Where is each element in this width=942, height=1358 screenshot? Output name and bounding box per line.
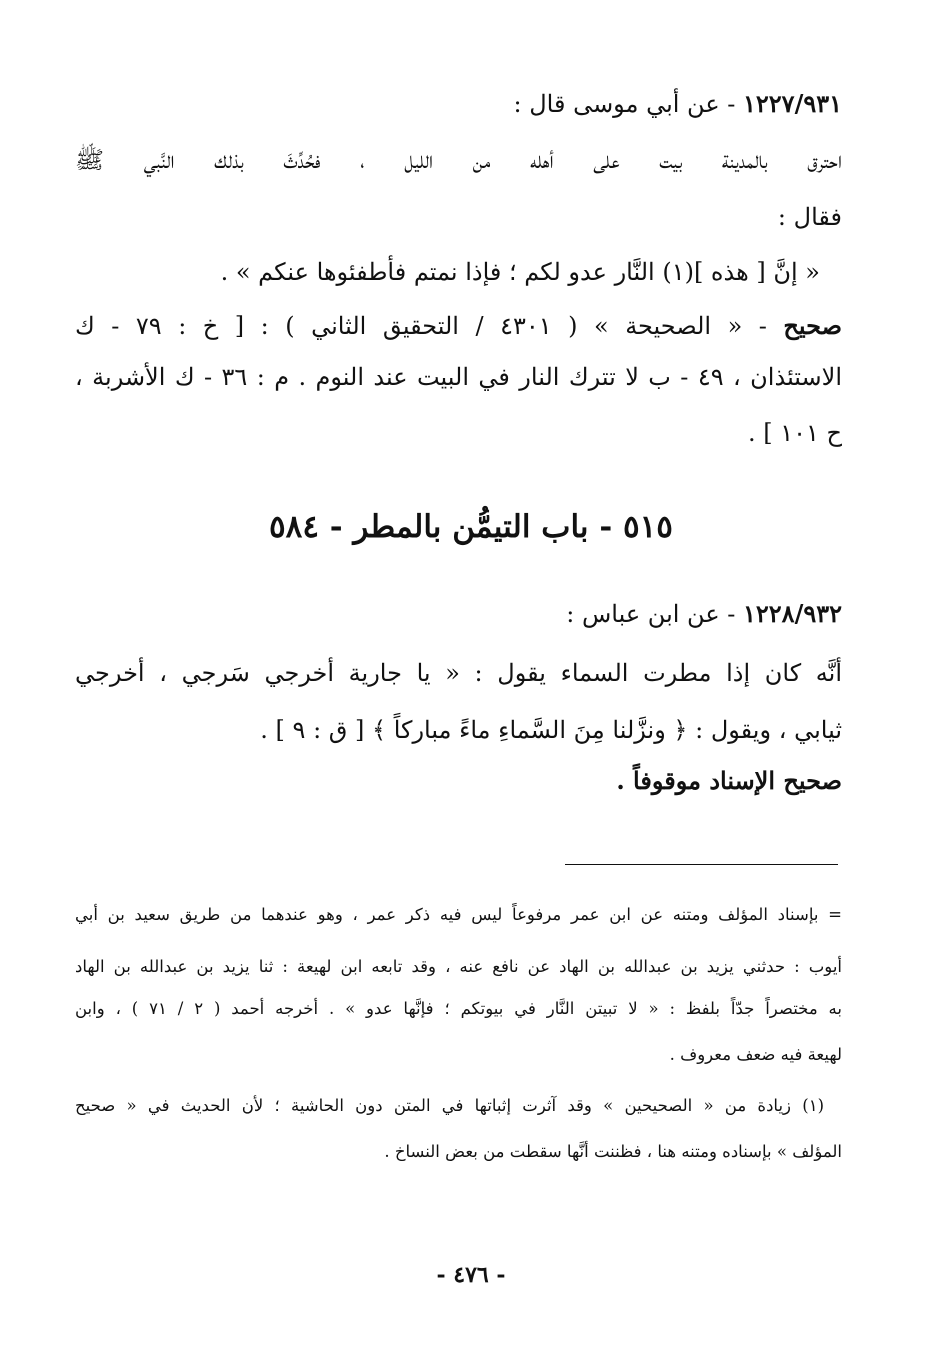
hadith-931-header — [75, 84, 842, 124]
chapter-title: ٥١٥ - باب التيمُّن بالمطر - ٥٨٤ — [269, 509, 673, 545]
footnote-continuation-line-4: لهيعة فيه ضعف معروف . — [669, 1045, 842, 1064]
footnote-continuation-line-1: = بإسناد المؤلف ومتنه عن ابن عمر مرفوعاً ليس فيه ذكر عمر ، وهو عندهما من طريق سعيد بن أبي — [75, 905, 842, 924]
hadith-932-header — [75, 594, 842, 634]
footnote-continuation-line-3: به مختصراً جدّاً بلفظ : « لا تبيتن النَّار في بيوتكم ؛ فإنَّها عدو » . أخرجه أحمد ( ٢ / ٧١ ) ، وابن — [75, 999, 842, 1018]
footnote-1-line-1: (١) زيادة من « الصحيحين » وقد آثرت إثباتها في المتن دون الحاشية ؛ لأن الحديث في « صحيح — [75, 1096, 824, 1115]
hadith-931-line-3: « إنَّ [ هذه ](١) النَّار عدو لكم ؛ فإذا نمتم فأطفئوها عنكم » . — [220, 258, 820, 286]
hadith-931-grade-label: صحيح — [783, 311, 843, 340]
footnote-separator — [565, 864, 838, 865]
hadith-931-line-1: احترق بالمدينة بيت على أهله من الليل ، فحُدِّثَ بذلك النَّبي ﷺ — [75, 146, 842, 174]
hadith-931-grade — [75, 306, 842, 346]
hadith-932-grade: صحيح الإسناد موقوفاً . — [616, 766, 842, 795]
hadith-932-line-2: ثيابي ، ويقول : ﴿ ونزَّلنا مِنَ السَّماءِ ماءً مباركاً ﴾ [ ق : ٩ ] . — [260, 716, 842, 744]
hadith-932-line-1: أنَّه كان إذا مطرت السماء يقول : « يا جارية أخرجي سَرجي ، أخرجي — [75, 659, 842, 687]
hadith-931-number: ١٢٢٧/٩٣١ — [743, 89, 842, 118]
hadith-931-grade-rest: - « الصحيحة » ( ٤٣٠١ / التحقيق الثاني ) : [ خ : ٧٩ - ك — [75, 312, 784, 340]
hadith-931-ref-line-2: ح ١٠١ ] . — [747, 419, 842, 447]
page-number: - ٤٧٦ - — [436, 1262, 506, 1288]
hadith-931-intro: - عن أبي موسى قال : — [513, 90, 743, 118]
hadith-931-ref-line-1: الاستئذان ، ٤٩ - ب لا تترك النار في البيت عند النوم . م : ٣٦ - ك الأشربة ، — [75, 363, 843, 391]
hadith-932-number: ١٢٢٨/٩٣٢ — [743, 599, 842, 628]
footnote-continuation-line-2: أيوب : حدثني يزيد بن عبدالله بن الهاد عن نافع عنه ، وقد تابعه ابن لهيعة : ثنا يزيد بن عبدالله بن الهاد — [75, 957, 842, 976]
hadith-931-line-2: فقال : — [777, 203, 842, 231]
hadith-932-intro: - عن ابن عباس : — [566, 600, 743, 628]
footnote-1-line-2: المؤلف » بإسناده ومتنه هنا ، فظننت أنَّها سقطت من بعض النساخ . — [384, 1142, 842, 1161]
